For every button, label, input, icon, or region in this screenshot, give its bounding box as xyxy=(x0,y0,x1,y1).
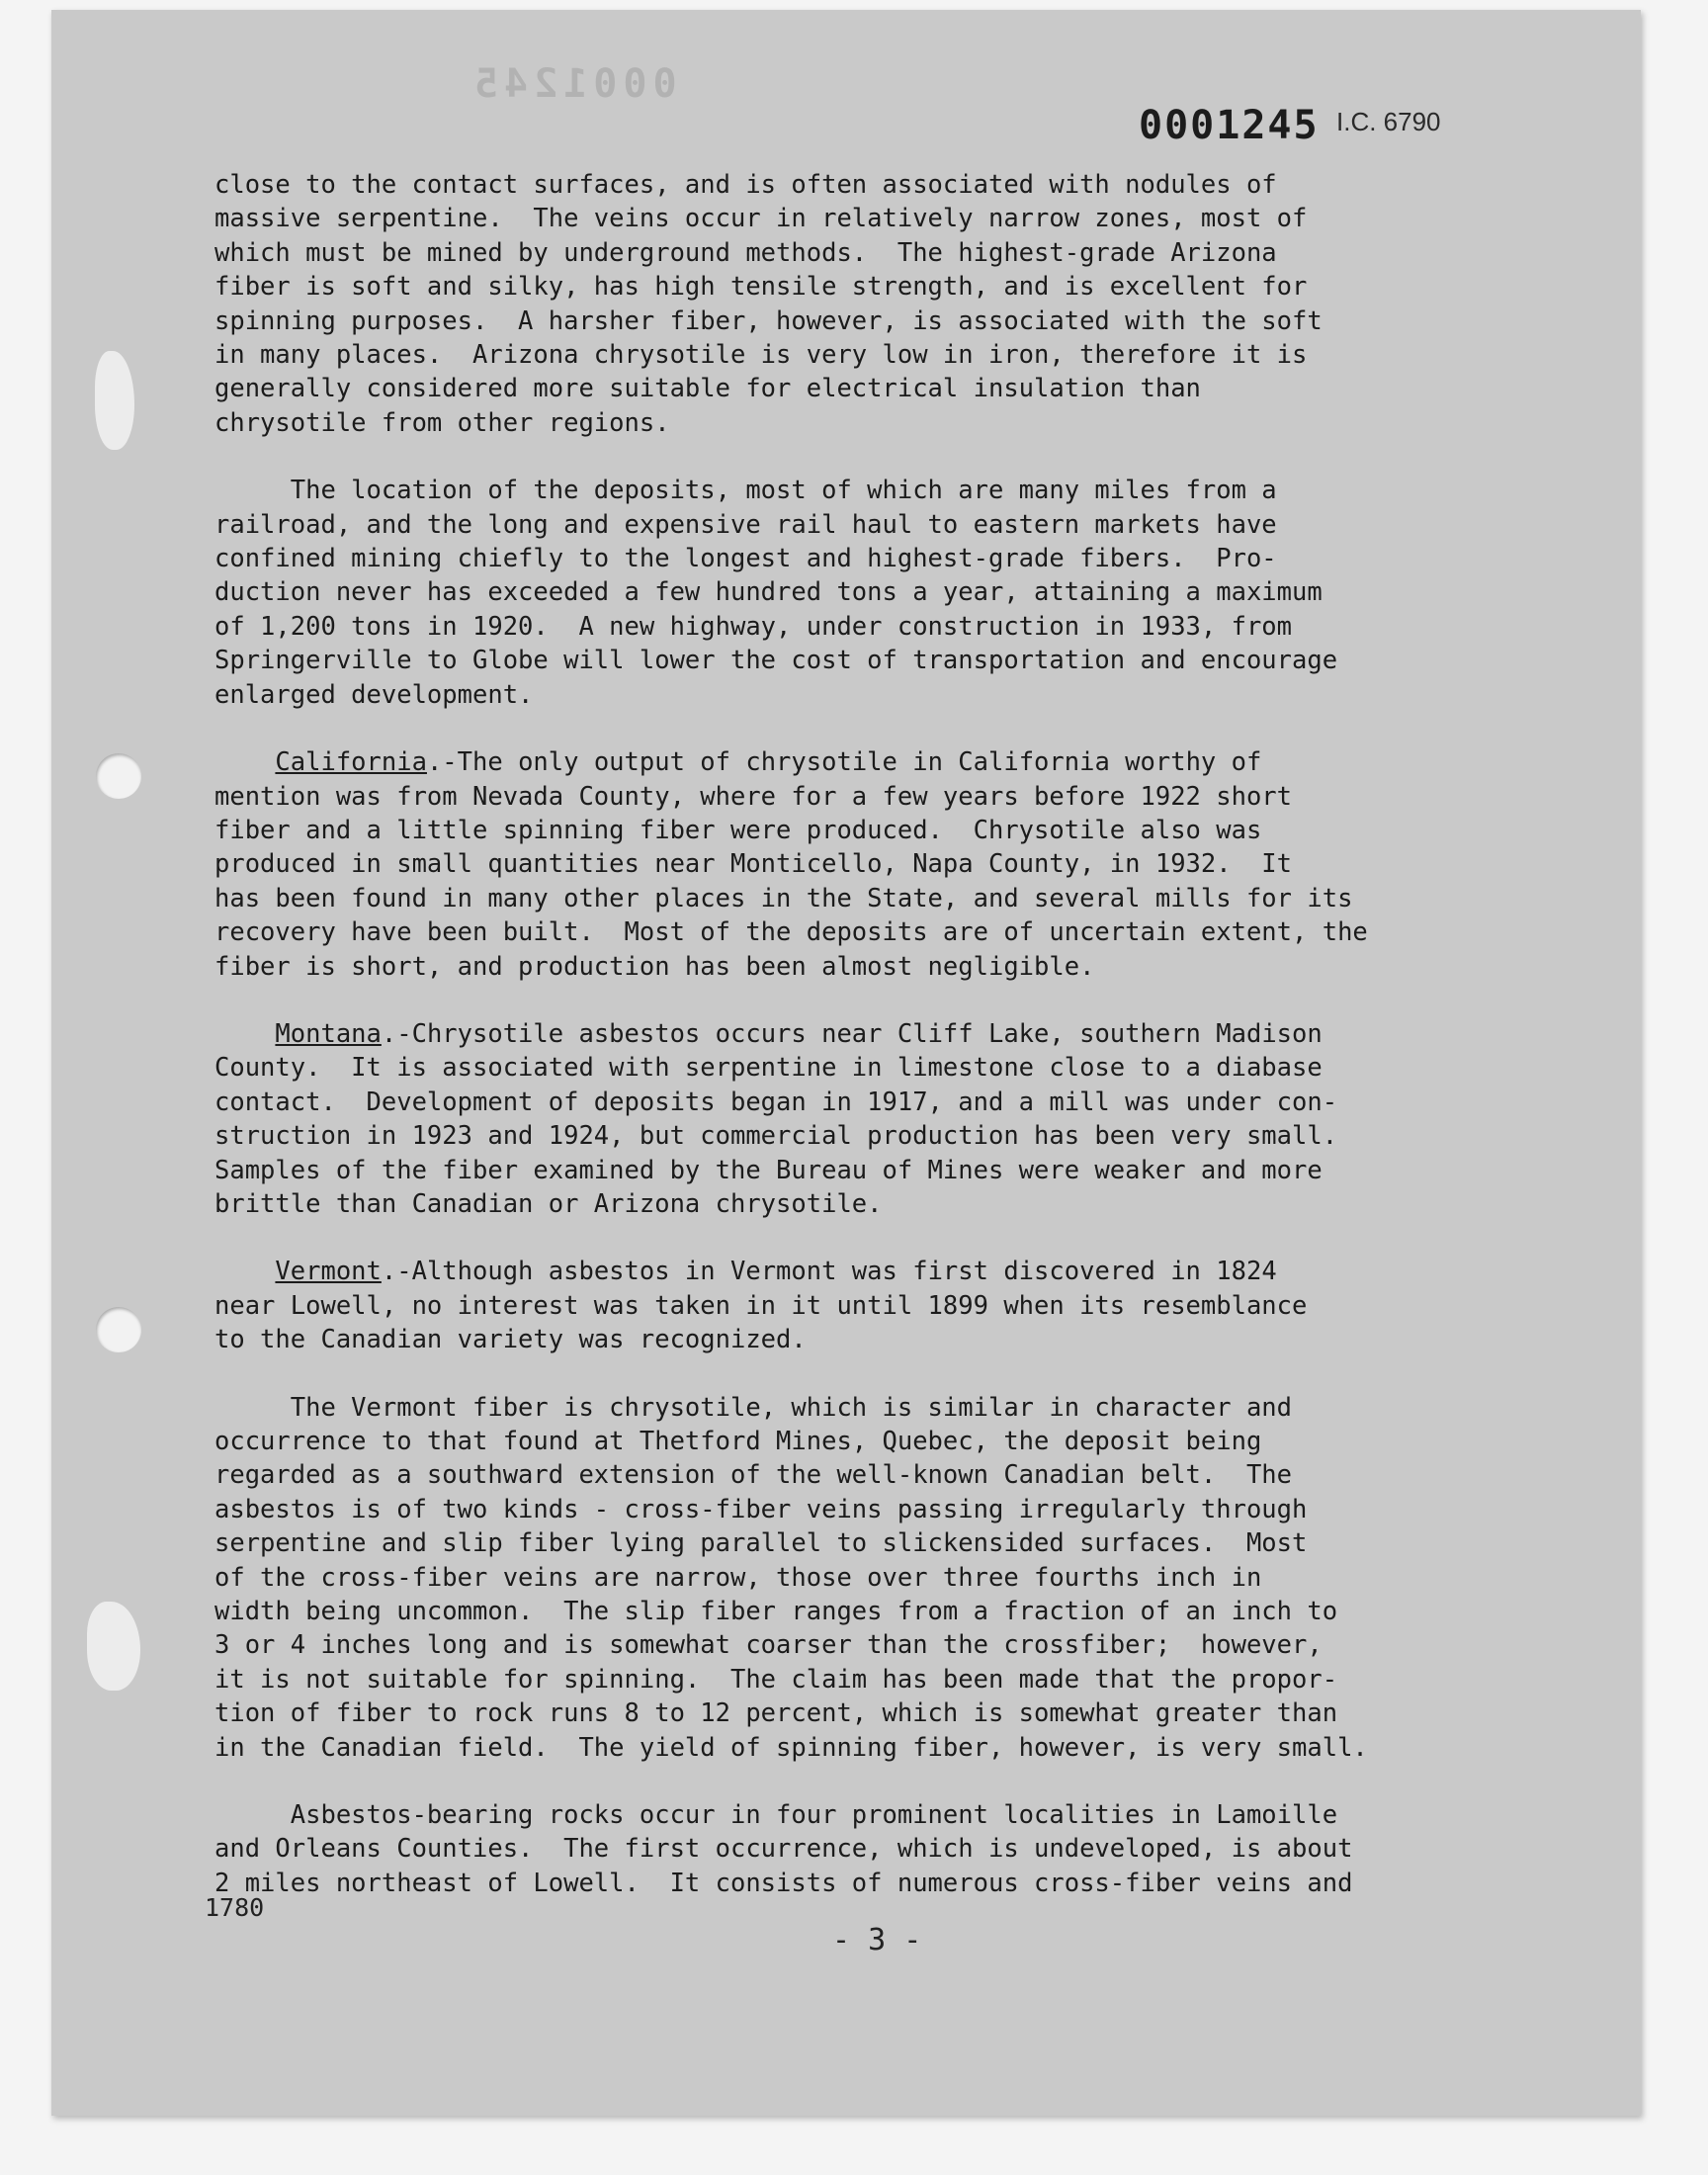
paragraph-deposit-location xyxy=(214,474,1539,712)
bleed-through-stamp: 0001245 xyxy=(469,61,677,107)
line: duction never has exceeded a few hundred tons a year, attaining a maximum xyxy=(214,577,1323,608)
line: fiber and a little spinning fiber were produced. Chrysotile also was xyxy=(214,815,1262,845)
line: Springerville to Globe will lower the cost of transportation and encourage xyxy=(214,646,1338,676)
line: of the cross-fiber veins are narrow, those over three fourths inch in xyxy=(214,1562,1262,1593)
page-number: - 3 - xyxy=(832,1923,922,1958)
line: asbestos is of two kinds - cross-fiber veins passing irregularly through xyxy=(214,1494,1308,1524)
paragraph-arizona-fiber xyxy=(214,168,1539,440)
line: width being uncommon. The slip fiber ranges from a fraction of an inch to xyxy=(214,1597,1338,1627)
line: fiber is soft and silky, has high tensile strength, and is excellent for xyxy=(214,272,1308,303)
line: 3 or 4 inches long and is somewhat coarser than the crossfiber; however, xyxy=(214,1630,1323,1661)
torn-binder-hole-top xyxy=(95,351,134,450)
line: it is not suitable for spinning. The claim has been made that the propor- xyxy=(214,1664,1338,1695)
line: to the Canadian variety was recognized. xyxy=(214,1325,807,1355)
body-text xyxy=(214,168,1539,1934)
line: and Orleans Counties. The first occurrence, which is undeveloped, is about xyxy=(214,1834,1353,1865)
binder-hole-lower xyxy=(96,1307,141,1352)
line: tion of fiber to rock runs 8 to 12 percent, which is somewhat greater than xyxy=(214,1698,1338,1729)
line: which must be mined by underground methods. The highest-grade Arizona xyxy=(214,237,1277,268)
paragraph-localities xyxy=(214,1798,1539,1900)
line: struction in 1923 and 1924, but commercial production has been very small. xyxy=(214,1121,1338,1152)
ic-number: I.C. 6790 xyxy=(1336,107,1441,136)
line: massive serpentine. The veins occur in relatively narrow zones, most of xyxy=(214,204,1308,234)
section-heading-montana: Montana xyxy=(275,1018,382,1049)
line: The location of the deposits, most of which are many miles from a xyxy=(214,476,1277,506)
line: Asbestos-bearing rocks occur in four prominent localities in Lamoille xyxy=(214,1800,1338,1831)
paragraph-montana xyxy=(214,1017,1539,1221)
line: of 1,200 tons in 1920. A new highway, under construction in 1933, from xyxy=(214,611,1293,642)
line: 2 miles northeast of Lowell. It consists of numerous cross-fiber veins and xyxy=(214,1868,1353,1898)
line: .-Chrysotile asbestos occurs near Cliff Lake, southern Madison xyxy=(381,1018,1323,1049)
line: near Lowell, no interest was taken in it until 1899 when its resemblance xyxy=(214,1290,1308,1321)
line: produced in small quantities near Monticello, Napa County, in 1932. It xyxy=(214,849,1293,880)
section-heading-vermont: Vermont xyxy=(275,1257,382,1287)
line: recovery have been built. Most of the deposits are of uncertain extent, the xyxy=(214,917,1368,948)
paragraph-california xyxy=(214,745,1539,984)
line: close to the contact surfaces, and is often associated with nodules of xyxy=(214,170,1277,200)
line: .-Although asbestos in Vermont was first discovered in 1824 xyxy=(381,1257,1277,1287)
line: serpentine and slip fiber lying parallel to slickensided surfaces. Most xyxy=(214,1528,1308,1559)
line: in many places. Arizona chrysotile is very low in iron, therefore it is xyxy=(214,340,1308,371)
line: railroad, and the long and expensive rail haul to eastern markets have xyxy=(214,509,1277,540)
line: contact. Development of deposits began in 1917, and a mill was under con- xyxy=(214,1087,1338,1117)
line: occurrence to that found at Thetford Mines, Quebec, the deposit being xyxy=(214,1427,1262,1456)
line: enlarged development. xyxy=(214,679,534,710)
line: spinning purposes. A harsher fiber, however, is associated with the soft xyxy=(214,305,1323,336)
line: confined mining chiefly to the longest and highest-grade fibers. Pro- xyxy=(214,544,1277,574)
line: County. It is associated with serpentine in limestone close to a diabase xyxy=(214,1053,1323,1084)
torn-binder-hole-bottom xyxy=(87,1602,140,1691)
line: regarded as a southward extension of the well-known Canadian belt. The xyxy=(214,1460,1293,1491)
line: generally considered more suitable for electrical insulation than xyxy=(214,374,1201,404)
line: has been found in many other places in the State, and several mills for its xyxy=(214,883,1353,914)
document-page xyxy=(51,10,1641,2116)
line: mention was from Nevada County, where for a few years before 1922 short xyxy=(214,781,1293,812)
section-heading-california: California xyxy=(275,747,427,778)
line: Samples of the fiber examined by the Bureau of Mines were weaker and more xyxy=(214,1155,1323,1185)
line: The Vermont fiber is chrysotile, which is similar in character and xyxy=(214,1392,1293,1423)
footer-number: 1780 xyxy=(205,1893,265,1922)
serial-stamp: 0001245 xyxy=(1139,103,1320,148)
line: brittle than Canadian or Arizona chrysotile. xyxy=(214,1188,883,1219)
line: .-The only output of chrysotile in California worthy of xyxy=(426,747,1262,778)
line: fiber is short, and production has been almost negligible. xyxy=(214,951,1095,982)
paragraph-vermont-fiber xyxy=(214,1391,1539,1765)
line: chrysotile from other regions. xyxy=(214,407,670,438)
binder-hole-middle xyxy=(96,753,141,799)
line: in the Canadian field. The yield of spinning fiber, however, is very small. xyxy=(214,1732,1368,1763)
paragraph-vermont xyxy=(214,1255,1539,1356)
